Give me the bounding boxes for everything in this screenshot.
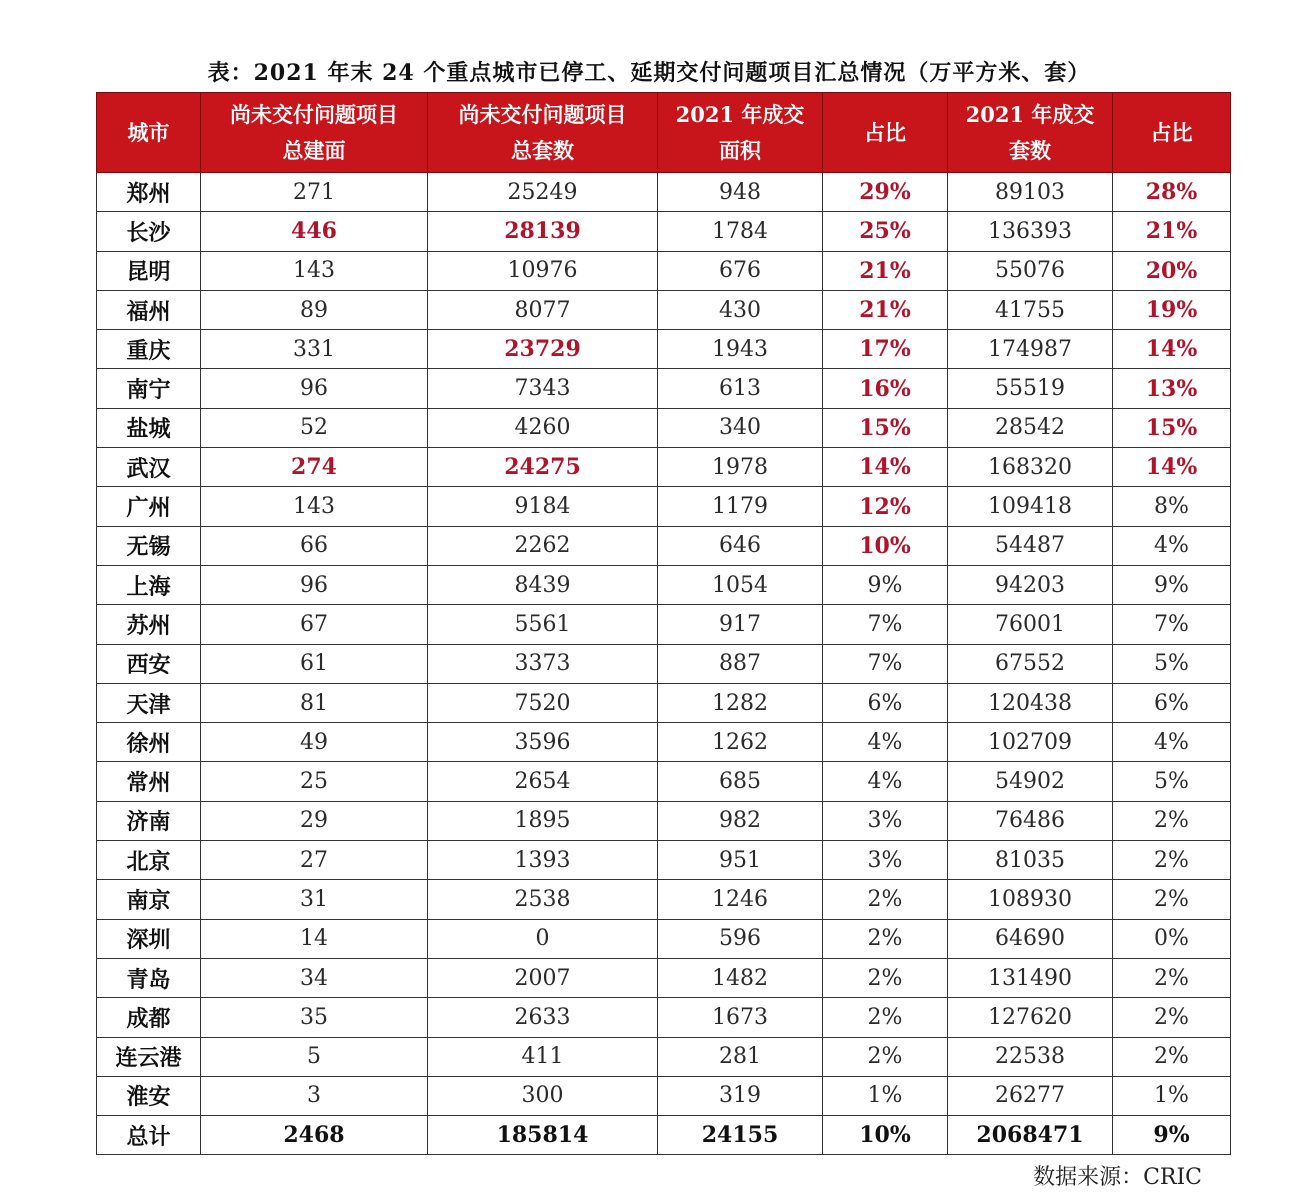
- value-cell: 31: [201, 880, 428, 919]
- value-cell: 1784: [658, 212, 823, 251]
- table-row: [97, 998, 1231, 1037]
- value-cell: 2%: [823, 958, 948, 997]
- value-cell: 340: [658, 408, 823, 447]
- value-cell: 54487: [948, 526, 1113, 565]
- value-cell: 22538: [948, 1037, 1113, 1076]
- value-cell: 8%: [1113, 487, 1231, 526]
- value-cell: 3: [201, 1076, 428, 1115]
- city-cell: 南京: [97, 880, 201, 919]
- value-cell: 24275: [428, 448, 658, 487]
- value-cell: 10%: [823, 526, 948, 565]
- value-cell: 0: [428, 919, 658, 958]
- value-cell: 4%: [823, 762, 948, 801]
- value-cell: 1482: [658, 958, 823, 997]
- header-sales-units: 2021 年成交 套数: [948, 93, 1113, 173]
- total-value: 24155: [658, 1116, 823, 1155]
- value-cell: 2%: [823, 1037, 948, 1076]
- data-table: [96, 92, 1231, 1155]
- value-cell: 1%: [1113, 1076, 1231, 1115]
- table-row: [97, 330, 1231, 369]
- value-cell: 5: [201, 1037, 428, 1076]
- value-cell: 982: [658, 801, 823, 840]
- value-cell: 67: [201, 605, 428, 644]
- city-cell: 福州: [97, 290, 201, 329]
- value-cell: 4260: [428, 408, 658, 447]
- value-cell: 14%: [1113, 330, 1231, 369]
- city-cell: 济南: [97, 801, 201, 840]
- header-city: 城市: [97, 93, 201, 173]
- table-body: [97, 173, 1231, 1155]
- header-units-ratio: 占比: [1113, 93, 1231, 173]
- city-cell: 盐城: [97, 408, 201, 447]
- table-row: [97, 369, 1231, 408]
- value-cell: 61: [201, 644, 428, 683]
- table-row: [97, 1037, 1231, 1076]
- value-cell: 1262: [658, 723, 823, 762]
- table-row: [97, 683, 1231, 722]
- value-cell: 120438: [948, 683, 1113, 722]
- value-cell: 676: [658, 251, 823, 290]
- city-cell: 青岛: [97, 958, 201, 997]
- city-cell: 常州: [97, 762, 201, 801]
- value-cell: 81: [201, 683, 428, 722]
- city-cell: 上海: [97, 565, 201, 604]
- value-cell: 4%: [823, 723, 948, 762]
- header-row: [97, 93, 1231, 173]
- value-cell: 1673: [658, 998, 823, 1037]
- value-cell: 143: [201, 251, 428, 290]
- city-cell: 北京: [97, 841, 201, 880]
- value-cell: 16%: [823, 369, 948, 408]
- value-cell: 28139: [428, 212, 658, 251]
- total-value: 185814: [428, 1116, 658, 1155]
- total-value: 2468: [201, 1116, 428, 1155]
- city-cell: 徐州: [97, 723, 201, 762]
- table-row: [97, 762, 1231, 801]
- value-cell: 1%: [823, 1076, 948, 1115]
- table-row: [97, 290, 1231, 329]
- value-cell: 613: [658, 369, 823, 408]
- value-cell: 8077: [428, 290, 658, 329]
- value-cell: 64690: [948, 919, 1113, 958]
- city-cell: 苏州: [97, 605, 201, 644]
- total-value: 2068471: [948, 1116, 1113, 1155]
- table-row: [97, 605, 1231, 644]
- city-cell: 淮安: [97, 1076, 201, 1115]
- value-cell: 3373: [428, 644, 658, 683]
- value-cell: 127620: [948, 998, 1113, 1037]
- city-cell: 无锡: [97, 526, 201, 565]
- value-cell: 411: [428, 1037, 658, 1076]
- total-value: 9%: [1113, 1116, 1231, 1155]
- value-cell: 1054: [658, 565, 823, 604]
- city-cell: 重庆: [97, 330, 201, 369]
- value-cell: 1282: [658, 683, 823, 722]
- value-cell: 3%: [823, 801, 948, 840]
- value-cell: 96: [201, 369, 428, 408]
- value-cell: 274: [201, 448, 428, 487]
- table-row: [97, 251, 1231, 290]
- value-cell: 319: [658, 1076, 823, 1115]
- value-cell: 52: [201, 408, 428, 447]
- value-cell: 66: [201, 526, 428, 565]
- table-row: [97, 408, 1231, 447]
- value-cell: 28%: [1113, 173, 1231, 212]
- value-cell: 646: [658, 526, 823, 565]
- value-cell: 2%: [1113, 998, 1231, 1037]
- value-cell: 8439: [428, 565, 658, 604]
- value-cell: 281: [658, 1037, 823, 1076]
- city-cell: 深圳: [97, 919, 201, 958]
- value-cell: 17%: [823, 330, 948, 369]
- table-row: [97, 448, 1231, 487]
- value-cell: 7%: [1113, 605, 1231, 644]
- table-row: [97, 801, 1231, 840]
- value-cell: 25: [201, 762, 428, 801]
- value-cell: 15%: [1113, 408, 1231, 447]
- value-cell: 6%: [823, 683, 948, 722]
- city-cell: 武汉: [97, 448, 201, 487]
- value-cell: 4%: [1113, 723, 1231, 762]
- value-cell: 2007: [428, 958, 658, 997]
- value-cell: 26277: [948, 1076, 1113, 1115]
- value-cell: 6%: [1113, 683, 1231, 722]
- table-row: [97, 526, 1231, 565]
- value-cell: 2%: [1113, 1037, 1231, 1076]
- value-cell: 2%: [1113, 801, 1231, 840]
- value-cell: 10976: [428, 251, 658, 290]
- value-cell: 102709: [948, 723, 1113, 762]
- value-cell: 917: [658, 605, 823, 644]
- city-cell: 广州: [97, 487, 201, 526]
- table-title: 表：2021 年末 24 个重点城市已停工、延期交付问题项目汇总情况（万平方米、套）: [207, 60, 1091, 86]
- table-row: [97, 212, 1231, 251]
- header-area-ratio: 占比: [823, 93, 948, 173]
- table-row: [97, 565, 1231, 604]
- table-row: [97, 487, 1231, 526]
- value-cell: 2%: [1113, 841, 1231, 880]
- value-cell: 7343: [428, 369, 658, 408]
- value-cell: 300: [428, 1076, 658, 1115]
- value-cell: 35: [201, 998, 428, 1037]
- value-cell: 19%: [1113, 290, 1231, 329]
- value-cell: 143: [201, 487, 428, 526]
- data-source: 数据来源：CRIC: [1033, 1165, 1202, 1190]
- city-cell: 天津: [97, 683, 201, 722]
- value-cell: 76486: [948, 801, 1113, 840]
- value-cell: 2%: [1113, 880, 1231, 919]
- total-row: [97, 1116, 1231, 1155]
- value-cell: 9184: [428, 487, 658, 526]
- table-row: [97, 644, 1231, 683]
- value-cell: 29%: [823, 173, 948, 212]
- value-cell: 174987: [948, 330, 1113, 369]
- value-cell: 271: [201, 173, 428, 212]
- value-cell: 887: [658, 644, 823, 683]
- value-cell: 29: [201, 801, 428, 840]
- value-cell: 25249: [428, 173, 658, 212]
- header-sales-area: 2021 年成交 面积: [658, 93, 823, 173]
- value-cell: 5%: [1113, 644, 1231, 683]
- value-cell: 7%: [823, 605, 948, 644]
- value-cell: 15%: [823, 408, 948, 447]
- value-cell: 948: [658, 173, 823, 212]
- value-cell: 1246: [658, 880, 823, 919]
- value-cell: 41755: [948, 290, 1113, 329]
- table-row: [97, 723, 1231, 762]
- value-cell: 1393: [428, 841, 658, 880]
- city-cell: 成都: [97, 998, 201, 1037]
- value-cell: 1943: [658, 330, 823, 369]
- value-cell: 5%: [1113, 762, 1231, 801]
- value-cell: 21%: [823, 290, 948, 329]
- value-cell: 49: [201, 723, 428, 762]
- value-cell: 5561: [428, 605, 658, 644]
- city-cell: 连云港: [97, 1037, 201, 1076]
- value-cell: 108930: [948, 880, 1113, 919]
- value-cell: 4%: [1113, 526, 1231, 565]
- header-unfinished-units: 尚未交付问题项目 总套数: [428, 93, 658, 173]
- value-cell: 3596: [428, 723, 658, 762]
- value-cell: 131490: [948, 958, 1113, 997]
- value-cell: 596: [658, 919, 823, 958]
- value-cell: 1179: [658, 487, 823, 526]
- value-cell: 55519: [948, 369, 1113, 408]
- value-cell: 9%: [1113, 565, 1231, 604]
- value-cell: 13%: [1113, 369, 1231, 408]
- total-label: 总计: [97, 1116, 201, 1155]
- value-cell: 1895: [428, 801, 658, 840]
- value-cell: 168320: [948, 448, 1113, 487]
- value-cell: 25%: [823, 212, 948, 251]
- value-cell: 67552: [948, 644, 1113, 683]
- value-cell: 20%: [1113, 251, 1231, 290]
- value-cell: 14: [201, 919, 428, 958]
- value-cell: 2654: [428, 762, 658, 801]
- value-cell: 34: [201, 958, 428, 997]
- city-cell: 郑州: [97, 173, 201, 212]
- value-cell: 27: [201, 841, 428, 880]
- value-cell: 951: [658, 841, 823, 880]
- value-cell: 12%: [823, 487, 948, 526]
- value-cell: 109418: [948, 487, 1113, 526]
- city-cell: 昆明: [97, 251, 201, 290]
- value-cell: 331: [201, 330, 428, 369]
- value-cell: 54902: [948, 762, 1113, 801]
- value-cell: 21%: [1113, 212, 1231, 251]
- value-cell: 2633: [428, 998, 658, 1037]
- value-cell: 7520: [428, 683, 658, 722]
- value-cell: 3%: [823, 841, 948, 880]
- total-value: 10%: [823, 1116, 948, 1155]
- value-cell: 21%: [823, 251, 948, 290]
- header-unfinished-area: 尚未交付问题项目 总建面: [201, 93, 428, 173]
- value-cell: 2%: [823, 880, 948, 919]
- value-cell: 81035: [948, 841, 1113, 880]
- value-cell: 14%: [823, 448, 948, 487]
- value-cell: 9%: [823, 565, 948, 604]
- value-cell: 89: [201, 290, 428, 329]
- table-row: [97, 1076, 1231, 1115]
- city-cell: 南宁: [97, 369, 201, 408]
- value-cell: 28542: [948, 408, 1113, 447]
- value-cell: 0%: [1113, 919, 1231, 958]
- table-row: [97, 919, 1231, 958]
- value-cell: 55076: [948, 251, 1113, 290]
- value-cell: 430: [658, 290, 823, 329]
- value-cell: 2%: [823, 998, 948, 1037]
- value-cell: 136393: [948, 212, 1113, 251]
- value-cell: 7%: [823, 644, 948, 683]
- value-cell: 2262: [428, 526, 658, 565]
- table-row: [97, 173, 1231, 212]
- value-cell: 2%: [823, 919, 948, 958]
- value-cell: 446: [201, 212, 428, 251]
- value-cell: 76001: [948, 605, 1113, 644]
- value-cell: 94203: [948, 565, 1113, 604]
- value-cell: 1978: [658, 448, 823, 487]
- table-row: [97, 958, 1231, 997]
- value-cell: 2%: [1113, 958, 1231, 997]
- value-cell: 96: [201, 565, 428, 604]
- value-cell: 14%: [1113, 448, 1231, 487]
- city-cell: 西安: [97, 644, 201, 683]
- value-cell: 23729: [428, 330, 658, 369]
- table-row: [97, 880, 1231, 919]
- value-cell: 685: [658, 762, 823, 801]
- table-row: [97, 841, 1231, 880]
- value-cell: 89103: [948, 173, 1113, 212]
- value-cell: 2538: [428, 880, 658, 919]
- city-cell: 长沙: [97, 212, 201, 251]
